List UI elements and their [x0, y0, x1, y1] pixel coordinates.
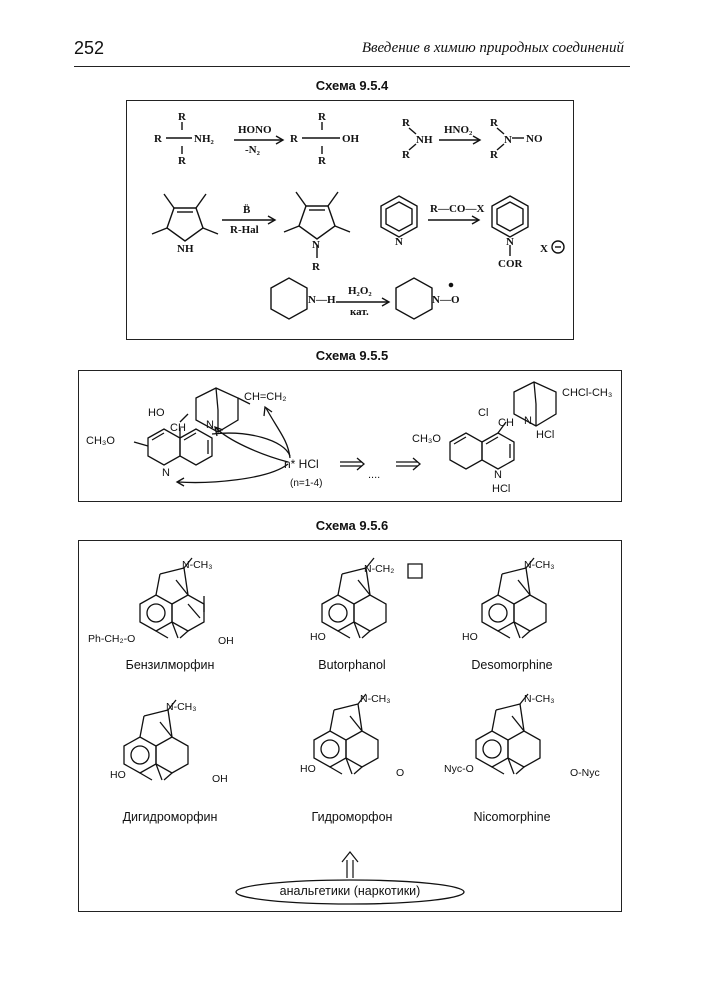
alcohol-r-left: R — [290, 133, 298, 145]
reagent-h2o2: H₂O₂ — [348, 285, 372, 297]
ph-ch2-o: Ph-CH₂-O — [88, 633, 136, 645]
pyrrole-n: N — [312, 239, 320, 251]
alcohol-group: OH — [342, 133, 360, 145]
reagent-note: (n=1-4) — [290, 478, 323, 489]
scheme-956-title: Схема 9.5.6 — [315, 518, 389, 533]
n-ch3-6: N-CH₃ — [524, 693, 555, 705]
chcl-ch3: CHCl-CH₃ — [562, 387, 613, 399]
alcohol-r-bottom: R — [318, 155, 326, 167]
amine-group: NH₂ — [194, 133, 214, 145]
n-ring-left: N — [206, 419, 214, 431]
hcl-quin: HCl — [492, 483, 511, 495]
nitroxyl-no: N—O — [432, 294, 460, 306]
nitroso-r-top: R — [490, 117, 498, 129]
n-quin-left: N — [162, 467, 170, 479]
nitroso-r-bottom: R — [490, 149, 498, 161]
analgesics-label: анальгетики (наркотики) — [279, 884, 421, 898]
scheme-955-title: Схема 9.5.5 — [315, 348, 389, 363]
pyrrole-nh: NH — [177, 243, 194, 255]
n-ch2: N-CH₂ — [364, 563, 395, 575]
amine-r-bottom: R — [178, 155, 186, 167]
nyc-o: Nyc-O — [444, 763, 474, 775]
header-rule — [74, 66, 630, 67]
running-title: Введение в химию природных соединений — [361, 40, 624, 56]
ho-4: HO — [110, 769, 126, 781]
anion-x: X — [540, 243, 548, 255]
ho-label: HO — [148, 407, 165, 419]
pyridine-n: N — [395, 236, 403, 248]
hcl-ring: HCl — [536, 429, 555, 441]
n-ch3-5: N-CH₃ — [360, 693, 391, 705]
n-ch3-4: N-CH₃ — [166, 701, 197, 713]
nitroso-group: NO — [526, 133, 543, 145]
secamine-nh: NH — [416, 134, 433, 146]
n-quin-right: N — [494, 469, 502, 481]
ch-left: CH — [170, 422, 186, 434]
reagent-rhal: R-Hal — [230, 224, 259, 236]
pyridinium-n: N — [506, 236, 514, 248]
reagent-n2: -N₂ — [245, 144, 260, 156]
compound-label: Nicomorphine — [473, 810, 551, 824]
amine-r-top: R — [178, 111, 186, 123]
compound-label: Гидроморфон — [311, 810, 393, 824]
reagent-hcl: n* HCl — [284, 457, 319, 471]
o-nyc: O-Nyc — [570, 767, 600, 779]
amine-r-left: R — [154, 133, 162, 145]
methoxy-left: CH₃O — [86, 435, 115, 447]
cl-label: Cl — [478, 407, 489, 419]
compound-label: Дигидроморфин — [122, 810, 218, 824]
scheme-955-drawing — [78, 370, 622, 502]
secamine-r-bottom: R — [402, 149, 410, 161]
scheme-954-title: Схема 9.5.4 — [315, 78, 389, 93]
reagent-cat: кат. — [350, 306, 369, 318]
ho-5: HO — [300, 763, 316, 775]
ho-2: HO — [310, 631, 326, 643]
ketone-o: O — [396, 767, 405, 779]
reagent-base: B̈ — [243, 204, 251, 216]
vinyl-group: CH=CH₂ — [244, 391, 287, 403]
nitroso-n: N — [504, 134, 512, 146]
oh-4: OH — [212, 773, 228, 785]
compound-label: Butorphanol — [318, 658, 386, 672]
alcohol-r-top: R — [318, 111, 326, 123]
piperidine-nh: N—H — [308, 294, 336, 306]
n-ch3-1: N-CH₃ — [182, 559, 213, 571]
compound-label: Бензилморфин — [125, 658, 215, 672]
secamine-r-top: R — [402, 117, 410, 129]
oh-1: OH — [218, 635, 234, 647]
reagent-rcox: R—CO—X — [430, 203, 485, 215]
ch-right: CH — [498, 417, 514, 429]
ho-3: HO — [462, 631, 478, 643]
methoxy-right: CH₃O — [412, 433, 441, 445]
n-ring-right: N — [524, 415, 532, 427]
reagent-hno2: HNO₂ — [444, 124, 473, 136]
dots: .... — [368, 469, 381, 481]
compound-label: Desomorphine — [471, 658, 553, 672]
reagent-honoe: HONO — [238, 124, 272, 136]
n-ch3-3: N-CH₃ — [524, 559, 555, 571]
scheme-954-drawing — [126, 100, 574, 340]
pyridinium-cor: COR — [498, 258, 523, 270]
page-number: 252 — [74, 38, 105, 58]
pyrrole-r: R — [312, 261, 320, 273]
scheme-956-drawing — [78, 540, 622, 912]
